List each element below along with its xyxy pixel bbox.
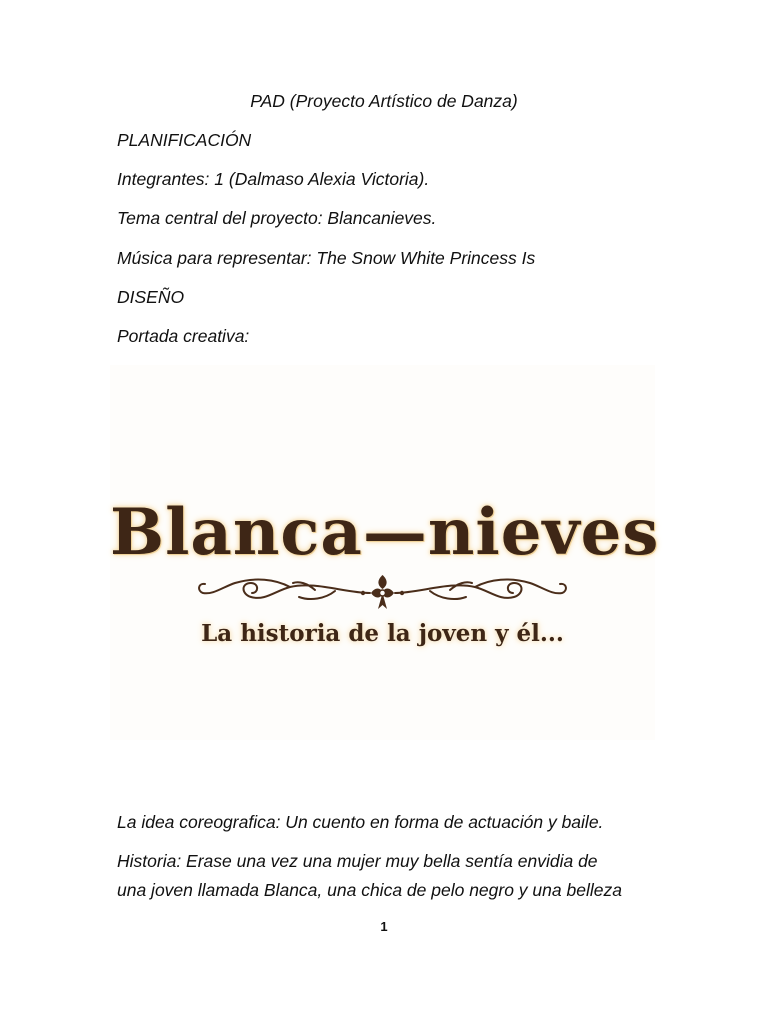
members-line: Integrantes: 1 (Dalmaso Alexia Victoria). [117,169,430,189]
cover-image [110,365,660,740]
cover-label: Portada creativa: [117,326,250,346]
central-theme-line: Tema central del proyecto: Blancanieves. [117,208,437,228]
cover-title: Blanca—nieves [110,495,660,570]
music-line: Música para representar: The Snow White Princess Is [117,248,536,268]
story-line-2: una joven llamada Blanca, una chica de pelo negro y una belleza [117,880,622,900]
design-heading: DISEÑO [117,287,185,307]
page-number: 1 [380,919,388,934]
document-header: PAD (Proyecto Artístico de Danza) [250,91,518,111]
story-line-1: Historia: Erase una vez una mujer muy bella sentía envidia de [117,851,598,871]
cover-subtitle: La historia de la joven y él... [201,620,564,647]
planning-heading: PLANIFICACIÓN [117,130,252,150]
choreographic-idea-line: La idea coreografica: Un cuento en forma de actuación y baile. [117,812,604,832]
flourish-divider-icon [195,571,570,613]
